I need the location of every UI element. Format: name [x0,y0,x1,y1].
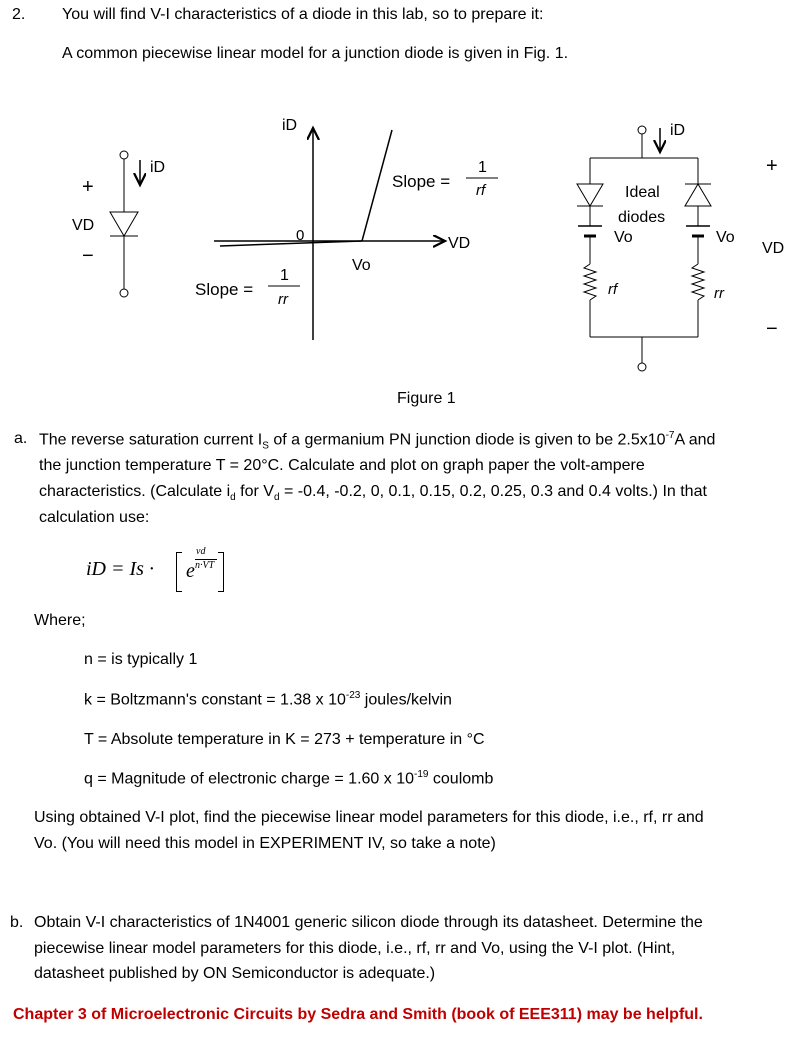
part-a-line1: The reverse saturation current $I_S$ of a germanium PN junction diode is given to be $2.5x10^{-7}A$ and [39,430,716,452]
formula-exp-num: vd [196,546,206,557]
part-a-line4: calculation use: [39,509,150,526]
piecewise-graph [195,117,498,340]
graph-x-label: VD [448,235,471,252]
circuit-rf: rf [608,281,618,298]
slope-r-num: 1 [280,267,289,284]
question-number: 2. [12,6,26,23]
ideal-diodes-line1: Ideal [625,184,660,201]
slope-f-label: Slope = [392,172,451,191]
formula-bracket [176,546,224,594]
formula-base: e [186,560,195,582]
using-line2: Vo. (You will need this model in EXPERIMENT IV, so take a note) [34,835,496,852]
circuit-vo-left: Vo [614,229,633,246]
using-line1: Using obtained V-I plot, find the piecewise linear model parameters for this diode, i.e., rf, rr and [34,809,704,826]
circuit-plus: + [766,155,778,177]
def-n: n = is typically 1 [84,651,198,668]
symbol-vd: VD [72,217,95,234]
graph-y-label: iD [282,117,298,134]
question-intro: You will find V-I characteristics of a diode in this lab, so to prepare it: [62,6,544,23]
part-b-label: b. [10,914,24,931]
circuit-vo-right: Vo [716,229,735,246]
equivalent-circuit [577,122,784,371]
circuit-id: iD [670,122,686,139]
slope-r-label: Slope = [195,280,254,299]
part-a-line2: the junction temperature T = 20°C. Calculate and plot on graph paper the volt-ampere [39,457,645,474]
def-q: q = Magnitude of electronic charge = 1.60 x $10^{-19}$ coulomb [84,769,494,788]
part-b-line1: Obtain V-I characteristics of 1N4001 generic silicon diode through its datasheet. Determine the [34,914,703,931]
figure-1 [0,100,810,390]
model-line: A common piecewise linear model for a junction diode is given in Fig. 1. [62,45,569,62]
circuit-vd: VD [762,240,785,257]
ideal-diodes-line2: diodes [618,209,666,226]
circuit-minus: − [766,318,778,340]
part-a-label: a. [14,430,28,447]
slope-f-num: 1 [478,159,487,176]
forward-segment [362,130,392,241]
def-k: k = Boltzmann's constant = 1.38 x $10^{-23}$ joules/kelvin [84,690,452,709]
formula-exp-den: n·VT [195,560,215,571]
slope-r-den: rr [278,291,288,308]
slope-f-den: rf [476,182,486,199]
symbol-id: iD [150,159,166,176]
helpful-note: Chapter 3 of Microelectronic Circuits by Sedra and Smith (book of EEE311) may be helpful. [13,1006,703,1023]
where-label: Where; [34,612,86,629]
figure-caption: Figure 1 [397,390,456,407]
part-b-line3: datasheet published by ON Semiconductor is adequate.) [34,965,436,982]
symbol-minus: − [82,245,94,267]
def-t: T = Absolute temperature in K = 273 + temperature in °C [84,731,485,748]
circuit-rr: rr [714,285,724,302]
diode-symbol [72,151,165,297]
part-a-line3: characteristics. (Calculate $i_d$ for $V_d = -0.4$, -0.2, 0, 0.1, 0.15, 0.2, 0.25, 0.3 and 0.4 volts.) In that [39,483,707,504]
part-b-line2: piecewise linear model parameters for this diode, i.e., rf, rr and Vo, using the V-I plot. (Hint, [34,940,676,957]
symbol-plus: + [82,176,94,198]
graph-vo: Vo [352,257,371,274]
formula-lhs: iD = Is · [86,558,154,580]
graph-origin: 0 [296,227,305,244]
